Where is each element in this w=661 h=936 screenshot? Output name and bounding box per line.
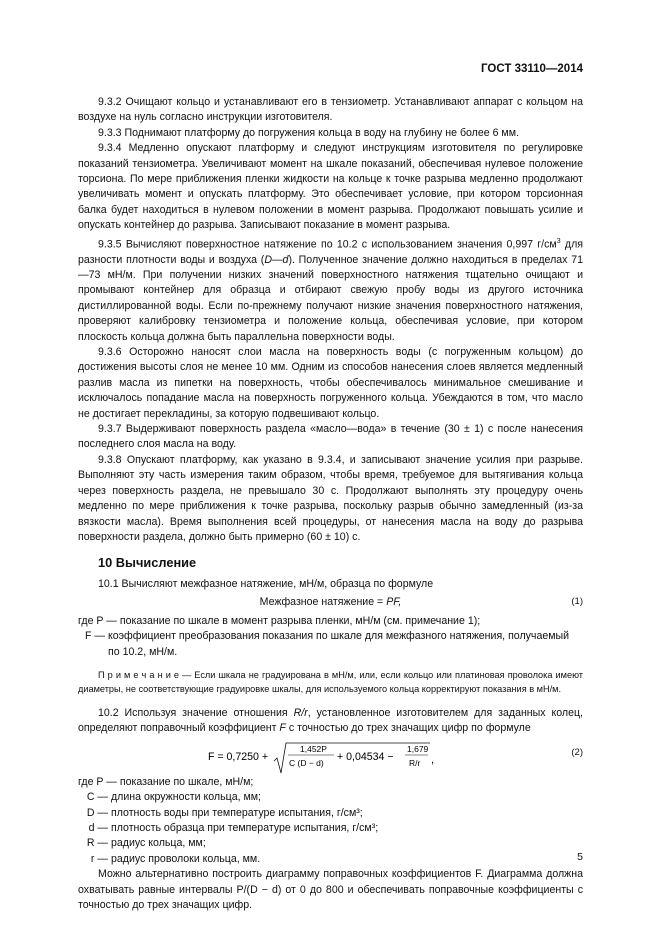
paragraph-closing: Можно альтернативно построить диаграмму поправочных коэффициентов F. Диаграмма должна охватывать равные интервалы P/(D − d) от 0 до 800 и обеспечивать поправочные коэффициенты с точностью до трех значащих цифр. bbox=[78, 868, 583, 911]
paragraph-9-3-8: 9.3.8 Опускают платформу, как указано в 9.3.4, и записывают значение усилия при разрыве. Выполняют эту часть измерения таким образом, чтобы время, требуемое для вытягивания кольца через поверхность раздела, не превышало 30 с. Продолжают выполнять эту процедуру очень медленно по мере приближения к точке разрыва, поскольку разрыв обычно замедленный (из-за вязкости масла). Время выполнения всей процедуры, от нанесения масла на воду до разрыва поверхности раздела, должно быть примерно (60 ± 10) с. bbox=[78, 453, 583, 543]
definition-item: C — длина окружности кольца, мм; bbox=[86, 791, 261, 804]
paragraph-9-3-2: 9.3.2 Очищают кольцо и устанавливают его в тензиометр. Устанавливают аппарат с кольцом на воздухе на нуль согласно инструкции изготовителя. bbox=[78, 96, 583, 124]
section-10-heading: 10 Вычисление bbox=[98, 555, 197, 571]
paragraph-9-3-7: 9.3.7 Выдерживают поверхность раздела «масло—вода» в течение (30 ± 1) с после нанесения последнего слоя масла на воду. bbox=[78, 423, 583, 451]
paragraph-10-1: 10.1 Вычисляют межфазное натяжение, мН/м, образца по формуле bbox=[98, 578, 434, 591]
definition-item: d — плотность образца при температуре испытания, г/см³; bbox=[88, 821, 379, 834]
definition-item: D — плотность воды при температуре испытания, г/см³; bbox=[86, 806, 363, 819]
formula-2-num1: 1,452P bbox=[300, 743, 327, 754]
standard-header: ГОСТ 33110—2014 bbox=[481, 63, 583, 75]
note: П р и м е ч а н и е — Если шкала не градуирована в мН/м, или, если кольцо или платиновая проволока имеют диаметры, не соответствующие градуировке шкалы, для используемого кольца корректируют показания в мН/м. bbox=[78, 669, 583, 694]
definition-item: где P — показание по шкале в момент разрыва пленки, мН/м (см. примечание 1); bbox=[78, 614, 481, 627]
formula-2-number: (2) bbox=[571, 746, 583, 758]
formula-2 bbox=[78, 737, 583, 775]
formula-1-number: (1) bbox=[571, 595, 583, 607]
formula-2-den2: R/r bbox=[409, 757, 421, 768]
paragraph-9-3-3: 9.3.3 Поднимают платформу до погружения кольца в воду на глубину не более 6 мм. bbox=[98, 126, 519, 139]
formula-2-plus: + 0,04534 − bbox=[337, 750, 394, 763]
definition-item: где P — показание по шкале, мН/м; bbox=[78, 775, 254, 788]
definition-item: R — радиус кольца, мм; bbox=[86, 837, 206, 850]
definition-item: F — коэффициент преобразования показания по шкале для межфазного натяжения, получаемый по 10.2, мН/м. bbox=[84, 630, 570, 658]
definitions-2 bbox=[78, 775, 583, 867]
formula-2-den1: C (D − d) bbox=[289, 757, 324, 768]
formula-1: Межфазное натяжение = PF, (1) bbox=[78, 593, 583, 614]
definitions-1 bbox=[78, 614, 583, 660]
formula-2-num2: 1,679 bbox=[407, 743, 429, 754]
formula-2-graphic bbox=[208, 739, 438, 777]
formula-2-lhs: F = 0,7250 + bbox=[208, 750, 269, 763]
document-body bbox=[78, 95, 583, 913]
formula-2-end: , bbox=[431, 753, 434, 766]
paragraph-10-2: 10.2 Используя значение отношения R/r, установленное изготовителем для заданных колец, определяют поправочный коэффициент F с точностью до трех значащих цифр по формуле bbox=[78, 706, 583, 735]
page-number: 5 bbox=[577, 851, 583, 863]
paragraph-9-3-4: 9.3.4 Медленно опускают платформу и следуют инструкциям изготовителя по регулировке показаний тензиометра. Увеличивают момент на шкале показаний, обеспечивая нулевое положение торсиона. По мере приближения пленки жидкости на кольце к точке разрыва медленно продолжают увеличивать момент и опускать платформу. Это обеспечивает условие, при котором торсионная балка будет находиться в нулевом положении в момент разрыва. Продолжают повышать усилие и опускать контейнер до разрыва. Записывают показание в момент разрыва. bbox=[78, 142, 583, 232]
paragraph-9-3-6: 9.3.6 Осторожно наносят слои масла на поверхность воды (с погруженным кольцом) до достижения высоты слоя не менее 10 мм. Одним из способов нанесения слоев является медленный разлив масла из пипетки на поверхность, чтобы обеспечивалось минимальное смешивание и исключалось попадание масла на поверхность погруженного кольца. Убеждаются в том, что масло не достигает перекладины, за которую подвешивают кольцо. bbox=[78, 346, 583, 420]
definition-item: r — радиус проволоки кольца, мм. bbox=[90, 852, 261, 865]
paragraph-9-3-5: 9.3.5 Вычисляют поверхностное натяжение по 10.2 с использованием значения 0,997 $г/см^3$ для разности плотности воды и воздуха (D—d). Полученное значение должно находиться в пределах 71—73 мН/м. При получении низких значений поверхностного натяжения тщательно очищают и промывают контейнер для образца и отбирают свежую пробу воды из другого источника дистиллированной воды. Если по-прежнему получают низкие значения поверхностного натяжения, проверяют калибровку тензиометра и положение кольца, обеспечивая условие, при котором плоскость кольца должна быть параллельна поверхности воды. bbox=[78, 237, 583, 343]
